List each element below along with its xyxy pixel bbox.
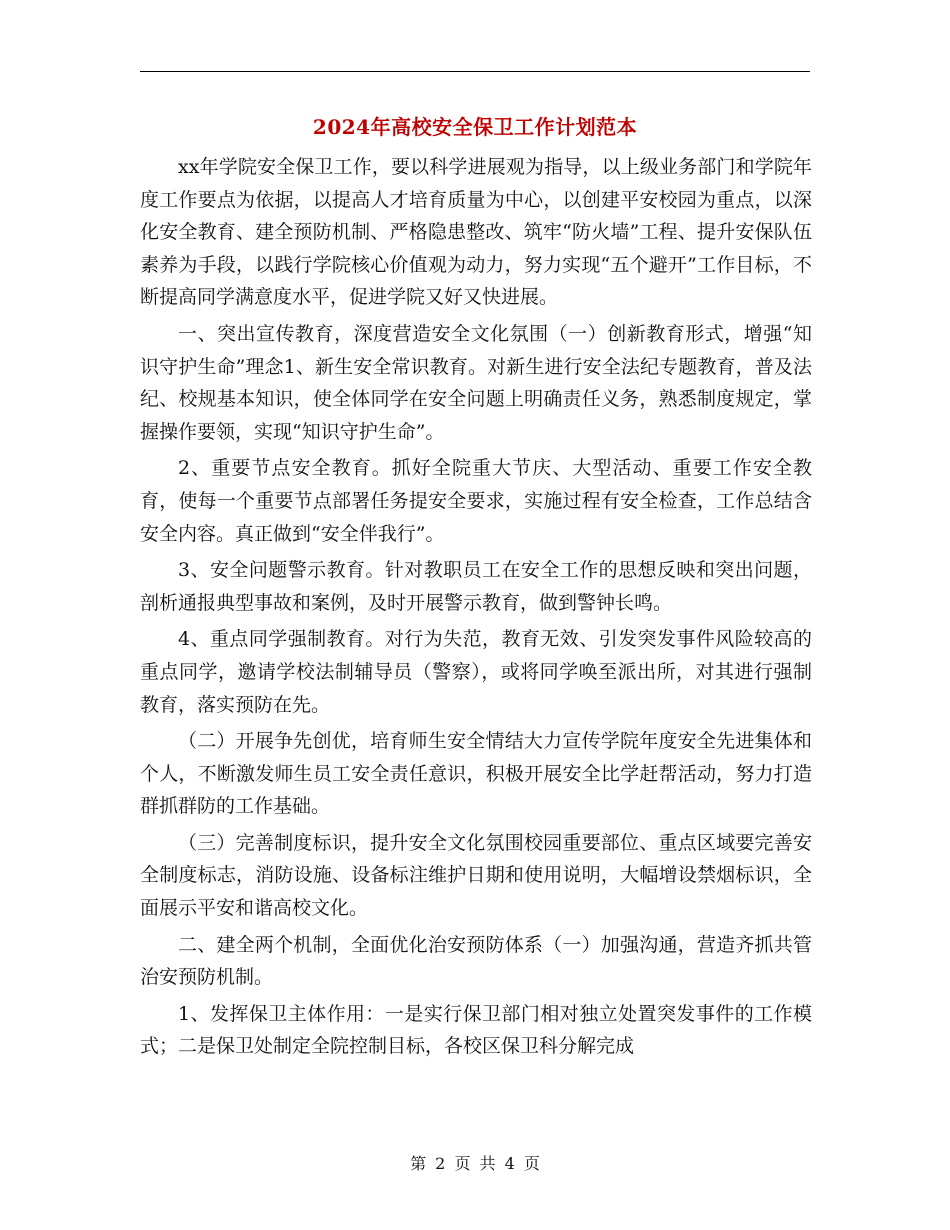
document-title: 2024年高校安全保卫工作计划范本 xyxy=(312,115,638,139)
paragraph-section-2: 二、建全两个机制，全面优化治安预防体系（一）加强沟通，营造齐抓共管治安预防机制。 xyxy=(140,933,812,989)
paragraph-item-3: 3、安全问题警示教育。针对教职员工在安全工作的思想反映和突出问题，剖析通报典型事故和案例，及时开展警示教育，做到警钟长鸣。 xyxy=(140,559,812,614)
header-rule xyxy=(140,71,810,72)
paragraph-intro: xx年学院安全保卫工作，要以科学进展观为指导，以上级业务部门和学院年度工作要点为依据，以提高人才培育质量为中心，以创建平安校园为重点，以深化安全教育、建全预防机制、严格隐患整改、筑牢“防火墙”工程、提升安保队伍素养为手段，以践行学院核心价值观为动力，努力实现“五个避开”工作目标，不断提高同学满意度水平，促进学院又好又快进展。 xyxy=(140,156,812,309)
page-footer: 第 2 页 共 4 页 xyxy=(410,1154,540,1173)
paragraph-subsection-2: （二）开展争先创优，培育师生安全情结大力宣传学院年度安全先进集体和个人，不断激发师生员工安全责任意识，积极开展安全比学赶帮活动，努力打造群抓群防的工作基础。 xyxy=(140,730,812,818)
paragraph-item-2: 2、重要节点安全教育。抓好全院重大节庆、大型活动、重要工作安全教育，使每一个重要节点部署任务提安全要求，实施过程有安全检查，工作总结含安全内容。真正做到“安全伴我行”。 xyxy=(140,457,812,545)
paragraph-subsection-3: （三）完善制度标识，提升安全文化氛围校园重要部位、重点区域要完善安全制度标志，消防设施、设备标注维护日期和使用说明，大幅增设禁烟标识，全面展示平安和谐高校文化。 xyxy=(140,831,812,920)
document-body xyxy=(140,151,812,1067)
paragraph-section-1: 一、突出宣传教育，深度营造安全文化氛围（一）创新教育形式，增强“知识守护生命”理念1、新生安全常识教育。对新生进行安全法纪专题教育，普及法纪、校规基本知识，使全体同学在安全问题上明确责任义务，熟悉制度规定，掌握操作要领，实现“知识守护生命”。 xyxy=(140,322,812,443)
paragraph-item-1: 1、发挥保卫主体作用：一是实行保卫部门相对独立处置突发事件的工作模式；二是保卫处制定全院控制目标，各校区保卫科分解完成 xyxy=(140,1002,812,1058)
paragraph-item-4: 4、重点同学强制教育。对行为失范，教育无效、引发突发事件风险较高的重点同学，邀请学校法制辅导员（警察），或将同学唤至派出所，对其进行强制教育，落实预防在先。 xyxy=(140,628,812,716)
